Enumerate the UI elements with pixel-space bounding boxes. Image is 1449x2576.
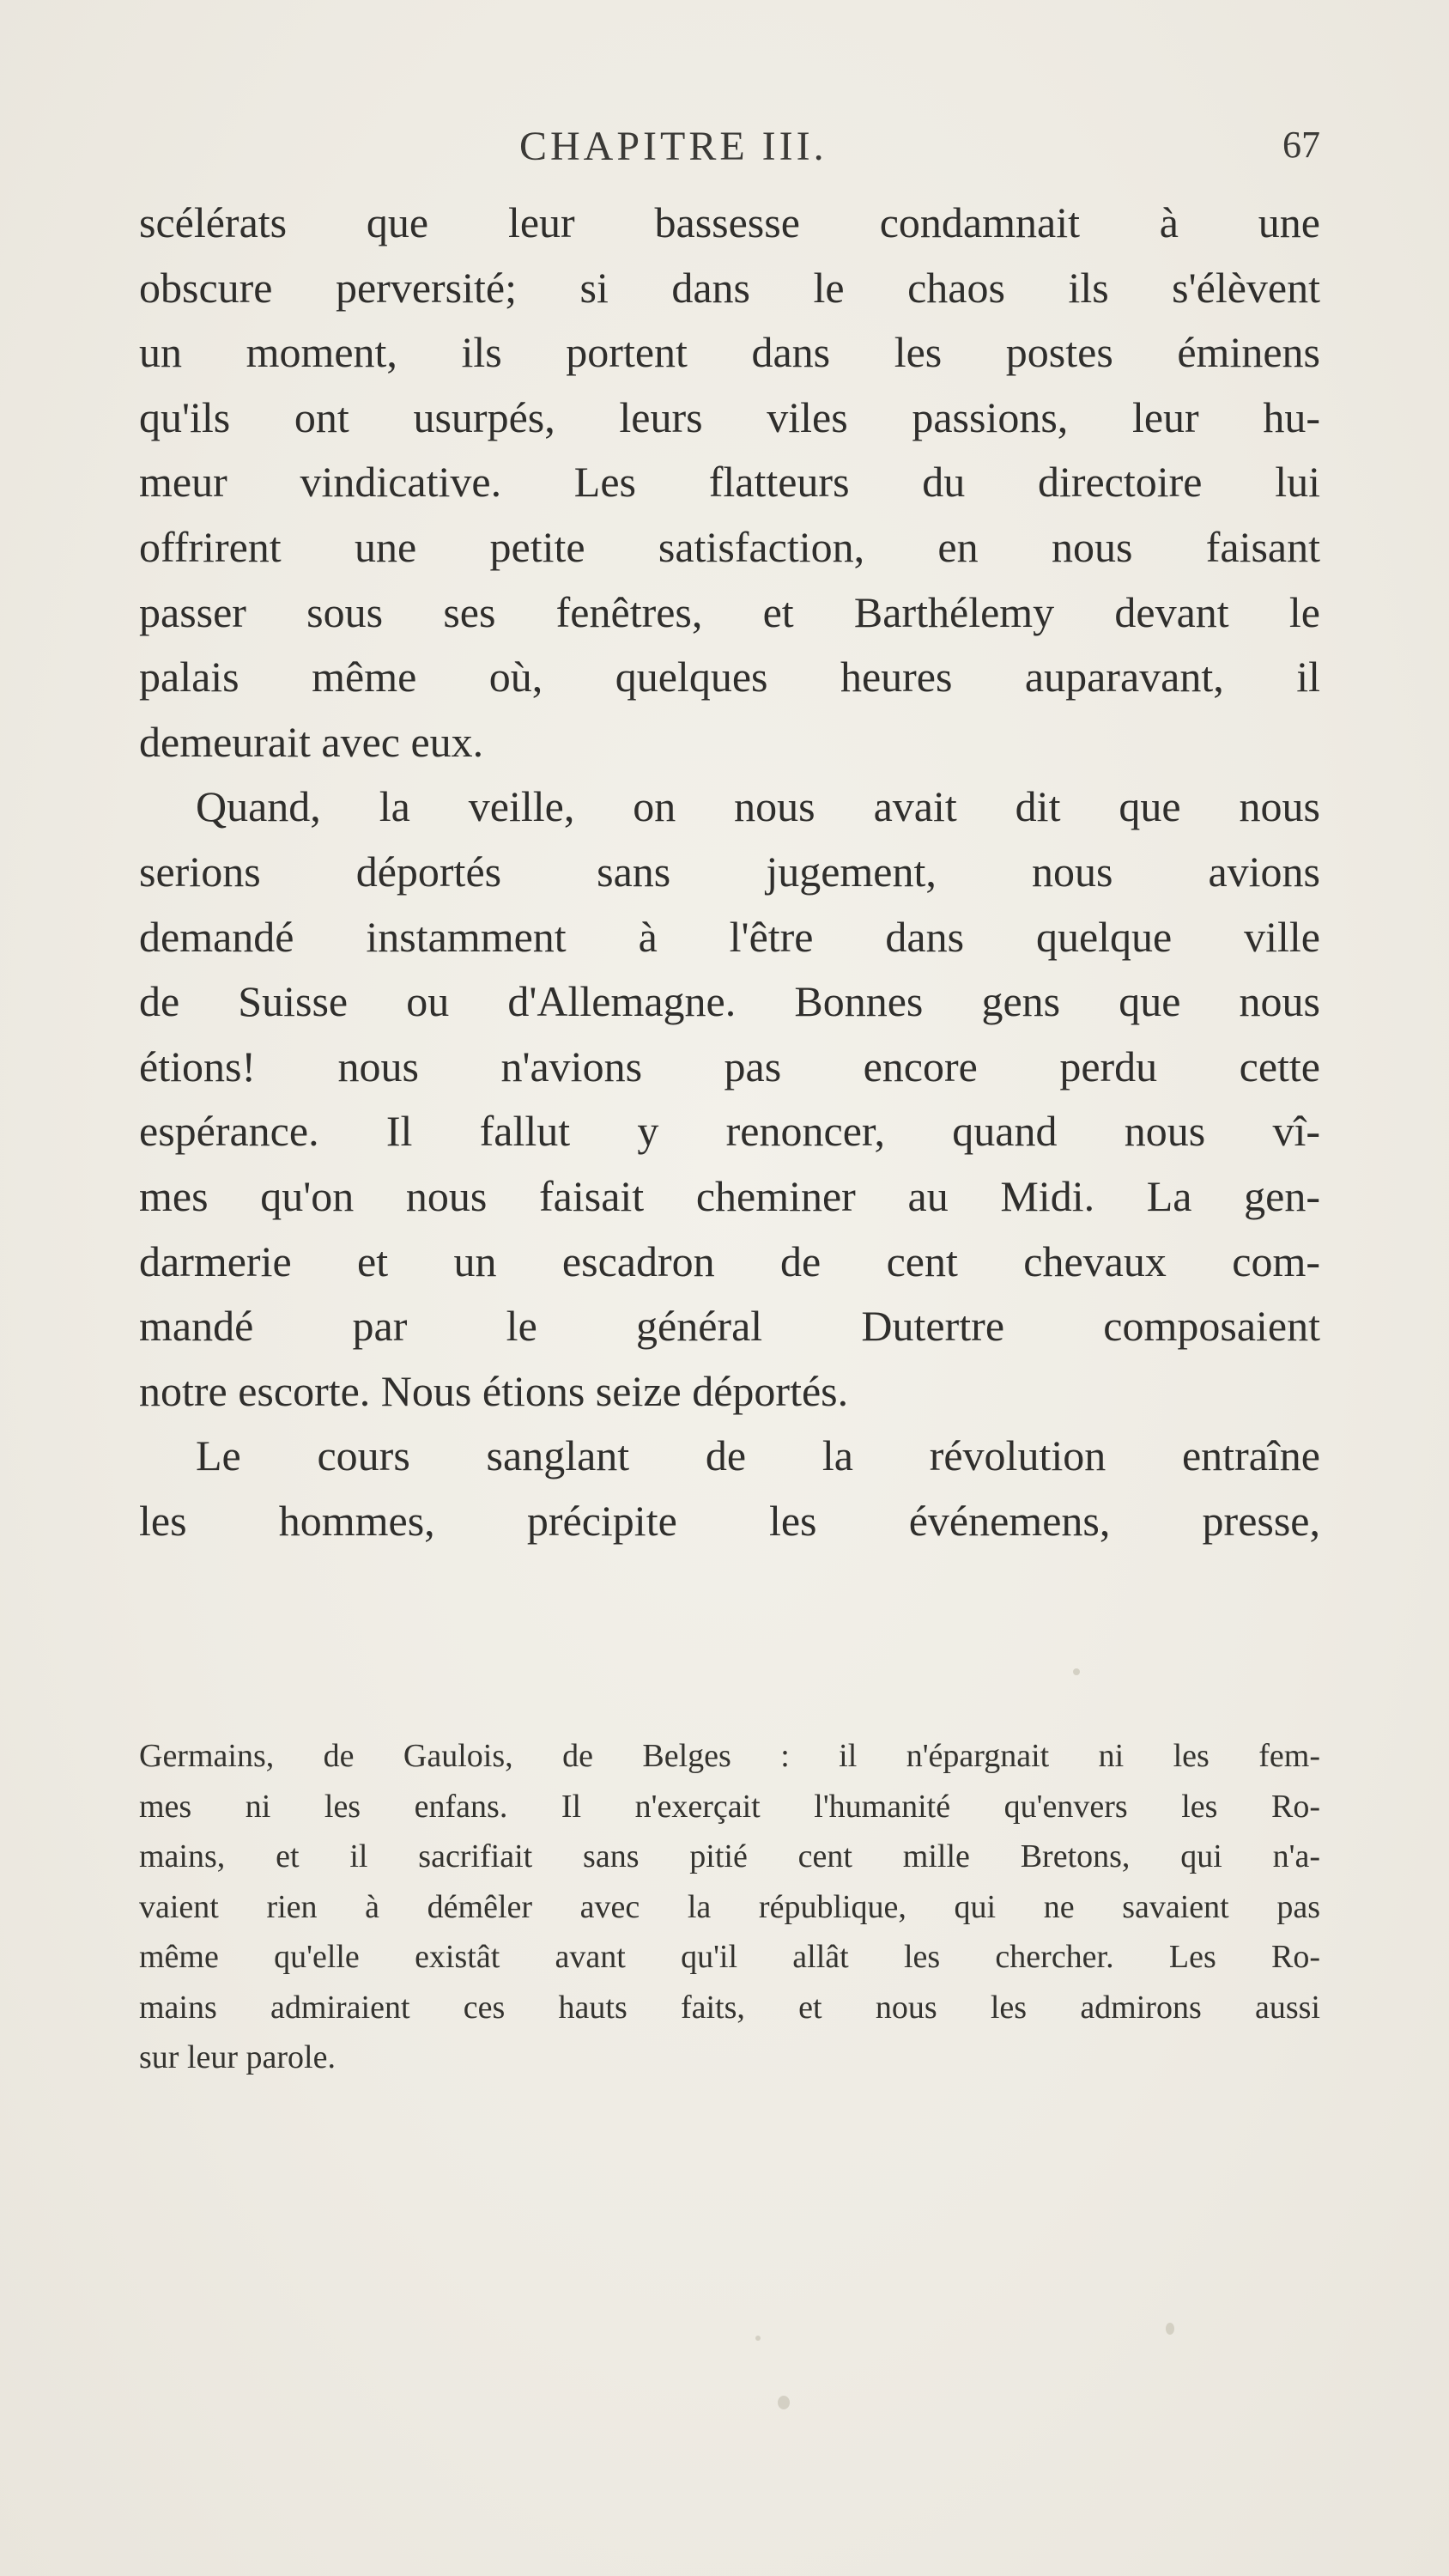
body-line: qu'ils ont usurpés, leurs viles passions, leur hu-	[139, 392, 1320, 441]
body-line: palais même où, quelques heures auparavant, il	[139, 653, 1320, 702]
body-line: serions déportés sans jugement, nous avions	[139, 847, 1320, 896]
body-line: meur vindicative. Les flatteurs du directoire lui	[139, 458, 1320, 507]
body-line: scélérats que leur bassesse condamnait à une	[139, 198, 1320, 246]
body-line: espérance. Il fallut y renoncer, quand nous vî-	[139, 1107, 1320, 1156]
body-line: mes qu'on nous faisait cheminer au Midi. La gen-	[139, 1171, 1320, 1220]
footnote-line: mains admiraient ces hauts faits, et nous les admirons aussi	[139, 1989, 1320, 2026]
page-number: 67	[1282, 124, 1320, 166]
body-line: offrirent une petite satisfaction, en nous faisant	[139, 522, 1320, 571]
body-line: obscure perversité; si dans le chaos ils s'élèvent	[139, 263, 1320, 312]
footnote	[139, 1731, 1320, 2083]
running-head: CHAPITRE III.	[519, 124, 828, 169]
body-line: passer sous ses fenêtres, et Barthélemy devant le	[139, 587, 1320, 636]
footnote-line: mes ni les enfans. Il n'exerçait l'humanité qu'envers les Ro-	[139, 1788, 1320, 1825]
footnote-line: mains, et il sacrifiait sans pitié cent mille Bretons, qui n'a-	[139, 1838, 1320, 1874]
body-line: un moment, ils portent dans les postes éminens	[139, 328, 1320, 377]
body-line: les hommes, précipite les événemens, presse,	[139, 1496, 1320, 1545]
body-line: de Suisse ou d'Allemagne. Bonnes gens que nous	[139, 977, 1320, 1026]
paper-speck	[1073, 1668, 1080, 1675]
body-line: Le cours sanglant de la révolution entraîne	[196, 1431, 1320, 1480]
body-line: darmerie et un escadron de cent chevaux com-	[139, 1236, 1320, 1285]
paper-speck	[755, 2336, 761, 2341]
footnote-line: sur leur parole.	[139, 2039, 336, 2075]
footnote-line: même qu'elle existât avant qu'il allât les chercher. Les Ro-	[139, 1939, 1320, 1975]
body-line: demandé instamment à l'être dans quelque ville	[139, 912, 1320, 961]
body-text	[139, 191, 1320, 1553]
paper-speck	[778, 2396, 790, 2409]
page-header	[137, 123, 1320, 174]
body-line: étions! nous n'avions pas encore perdu cette	[139, 1042, 1320, 1091]
footnote-line: Germains, de Gaulois, de Belges : il n'épargnait ni les fem-	[139, 1738, 1320, 1774]
footnote-line: vaient rien à démêler avec la république, qui ne savaient pas	[139, 1888, 1320, 1925]
paper-speck	[1166, 2323, 1174, 2335]
body-line: notre escorte. Nous étions seize déportés.	[139, 1366, 849, 1415]
body-line: mandé par le général Dutertre composaient	[139, 1302, 1320, 1351]
body-line: demeurait avec eux.	[139, 717, 484, 766]
body-line: Quand, la veille, on nous avait dit que nous	[196, 782, 1320, 831]
